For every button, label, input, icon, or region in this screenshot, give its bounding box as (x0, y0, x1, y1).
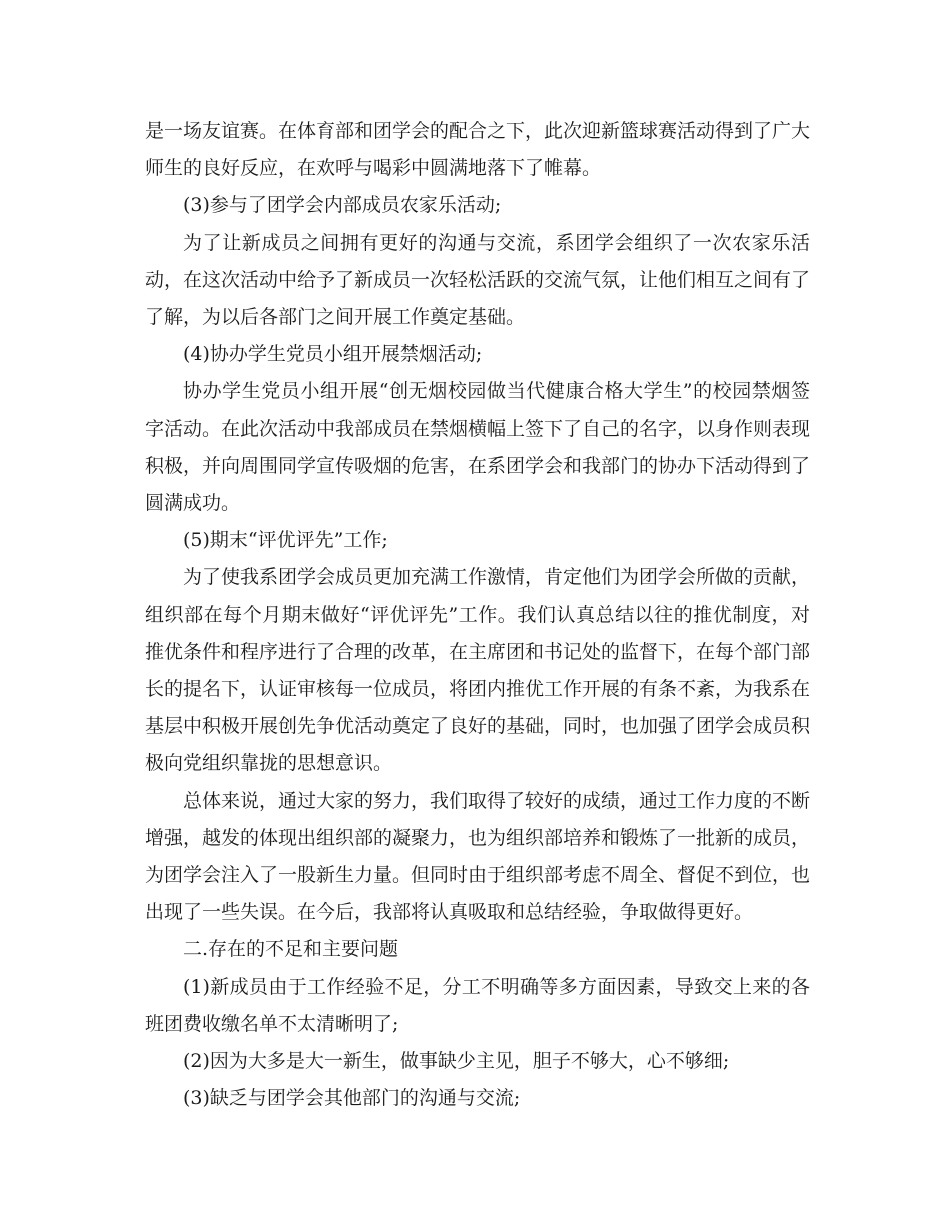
body-paragraph: 总体来说，通过大家的努力，我们取得了较好的成绩，通过工作力度的不断增强，越发的体现出组织部的凝聚力，也为组织部培养和锻炼了一批新的成员，为团学会注入了一股新生力量。但同时由于组织部考虑不周全、督促不到位，也出现了一些失误。在今后，我部将认真吸取和总结经验，争取做得更好。 (145, 789, 811, 924)
section-heading: 二.存在的不足和主要问题 (183, 938, 399, 961)
list-item-heading: (5)期末“评优评先”工作; (183, 529, 388, 552)
body-paragraph: 为了使我系团学会成员更加充满工作激情，肯定他们为团学会所做的贡献，组织部在每个月期末做好“评优评先”工作。我们认真总结以往的推优制度，对推优条件和程序进行了合理的改革，在主席团和书记处的监督下，在每个部门部长的提名下，认证审核每一位成员，将团内推优工作开展的有条不紊，为我系在基层中积极开展创先争优活动奠定了良好的基础，同时，也加强了团学会成员积极向党组织靠拢的思想意识。 (145, 566, 811, 775)
list-item: (3)缺乏与团学会其他部门的沟通与交流; (183, 1087, 521, 1110)
list-item: (2)因为大多是大一新生，做事缺少主见，胆子不够大，心不够细; (183, 1050, 730, 1073)
body-paragraph: 协办学生党员小组开展“创无烟校园做当代健康合格大学生”的校园禁烟签字活动。在此次活动中我部成员在禁烟横幅上签下了自己的名字，以身作则表现积极，并向周围同学宣传吸烟的危害，在系团学会和我部门的协办下活动得到了圆满成功。 (145, 380, 811, 515)
document-body (145, 113, 810, 1117)
list-item: (1)新成员由于工作经验不足，分工不明确等多方面因素，导致交上来的各班团费收缴名单不太清晰明了; (145, 975, 810, 1035)
list-item-heading: (4)协办学生党员小组开展禁烟活动; (183, 343, 483, 366)
body-paragraph: 为了让新成员之间拥有更好的沟通与交流，系团学会组织了一次农家乐活动，在这次活动中给予了新成员一次轻松活跃的交流气氛，让他们相互之间有了了解，为以后各部门之间开展工作奠定基础。 (145, 231, 811, 329)
paragraph-continuation: 是一场友谊赛。在体育部和团学会的配合之下，此次迎新篮球赛活动得到了广大师生的良好反应，在欢呼与喝彩中圆满地落下了帷幕。 (145, 120, 811, 180)
list-item-heading: (3)参与了团学会内部成员农家乐活动; (183, 194, 502, 217)
